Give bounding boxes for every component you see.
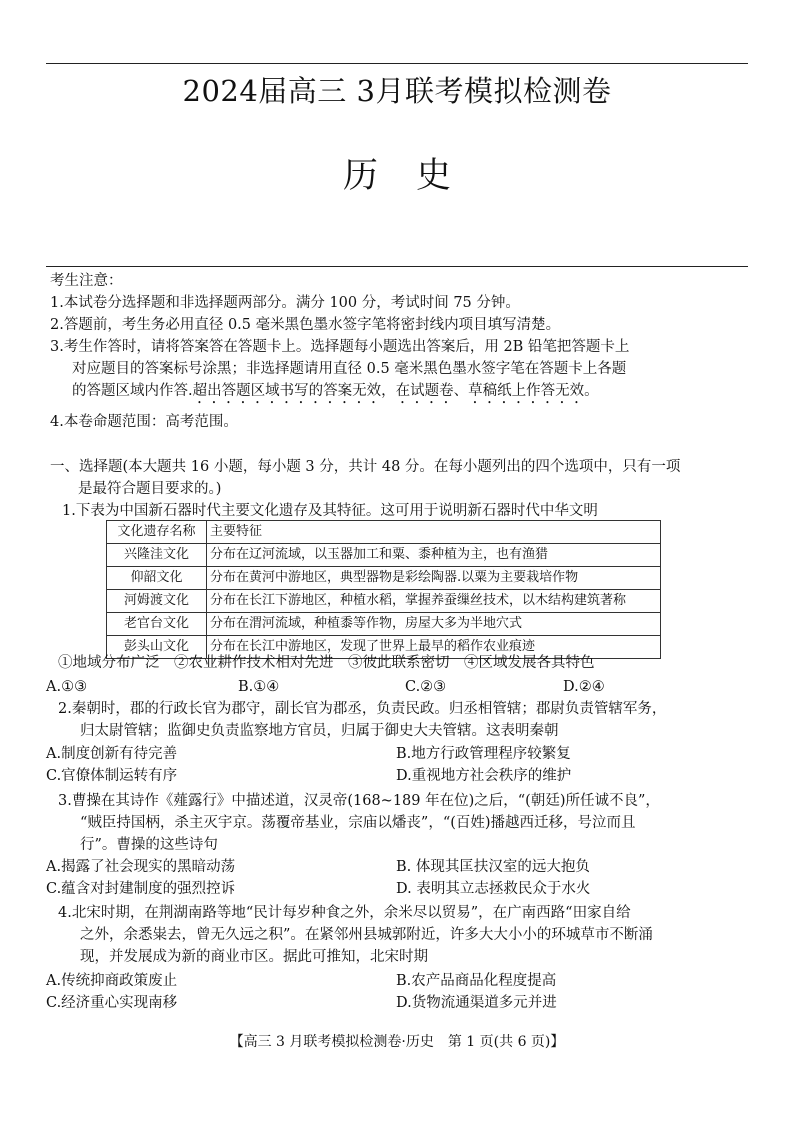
q4-options xyxy=(46,970,746,1014)
option-d: D. 表明其立志拯救民众于水火 xyxy=(396,881,591,897)
table-row xyxy=(107,567,661,590)
q2-options xyxy=(46,743,746,787)
notice-item: 1.本试卷分选择题和非选择题两部分。满分 100 分，考试时间 75 分钟。 xyxy=(50,295,520,311)
section-instruction-cont: 是最符合题目要求的。) xyxy=(78,481,222,497)
options-row xyxy=(46,676,746,698)
table-header-row xyxy=(107,521,661,544)
option-a: A.传统抑商政策废止 xyxy=(46,973,178,989)
options-row xyxy=(46,743,746,765)
q3-options xyxy=(46,856,746,900)
option-c: C.官僚体制运转有序 xyxy=(46,768,178,784)
subject-title: 历史 xyxy=(342,156,489,196)
header-rule xyxy=(46,266,748,267)
table-header: 主要特征 xyxy=(207,521,661,544)
notice-item-cont: 对应题目的答案标号涂黑；非选择题请用直径 0.5 毫米黑色墨水签字笔在答题卡上各题 xyxy=(72,361,627,377)
option-c: C.经济重心实现南移 xyxy=(46,995,178,1011)
table-cell: 河姆渡文化 xyxy=(107,590,207,613)
options-row xyxy=(46,765,746,787)
table-row xyxy=(107,613,661,636)
page-footer: 【高三 3 月联考模拟检测卷·历史 第 1 页(共 6 页)】 xyxy=(229,1034,565,1050)
question-2-stem: 2.秦朝时，郡的行政长官为郡守，副长官为郡丞，负责民政。归丞相管辖；郡尉负责管辖军务， xyxy=(58,701,667,717)
notice-block xyxy=(50,270,750,433)
question-2-stem-cont: 归太尉管辖；监御史负责监察地方官员，归属于御史大夫管辖。这表明秦朝 xyxy=(80,723,559,739)
question-4-stem: 4.北宋时期，在荆湖南路等地“民计每岁种食之外，余米尽以贸易”，在广南西路“田家自给 xyxy=(58,905,631,921)
table-cell: 分布在渭河流域，种植黍等作物，房屋大多为半地穴式 xyxy=(207,613,661,636)
notice-item: 3.考生作答时，请将答案答在答题卡上。选择题每小题选出答案后，用 2B 铅笔把答题卡上 xyxy=(50,339,630,355)
question-3-stem-cont: 行”。曹操的这些诗句 xyxy=(80,837,218,853)
table-cell: 老官台文化 xyxy=(107,613,207,636)
section-instruction: 一、选择题(本大题共 16 小题，每小题 3 分，共计 48 分。在每小题列出的四个选项中，只有一项 xyxy=(50,459,681,475)
q2 xyxy=(58,698,758,742)
q1-statements xyxy=(58,652,758,674)
notice-emphasis: 超出答题区域书写的答案无效，在试题卷、草稿纸上作答无效。 xyxy=(192,383,599,399)
table-row xyxy=(107,590,661,613)
option-d: D.重视地方社会秩序的维护 xyxy=(396,768,572,784)
notice-item-cont-a: 的答题区域内作答. xyxy=(72,383,193,399)
option-a: A.制度创新有待完善 xyxy=(46,746,178,762)
option-d: D.货物流通渠道多元并进 xyxy=(396,995,557,1011)
table-cell: 分布在辽河流域，以玉器加工和粟、黍种植为主，也有渔猎 xyxy=(207,544,661,567)
table-row xyxy=(107,544,661,567)
table-cell: 分布在长江下游地区，种植水稻，掌握养蚕缫丝技术，以木结构建筑著称 xyxy=(207,590,661,613)
top-rule xyxy=(46,63,748,64)
question-3-stem-cont: “贼臣持国柄，杀主灭宇京。荡覆帝基业，宗庙以燔丧”，“(百姓)播越西迁移，号泣而且 xyxy=(80,815,636,831)
option-c: C.蕴含对封建制度的强烈控诉 xyxy=(46,881,236,897)
option-c: C.②③ xyxy=(405,679,447,695)
option-b: B.①④ xyxy=(238,679,280,695)
culture-table xyxy=(106,520,661,659)
options-row xyxy=(46,992,746,1014)
question-3-stem: 3.曹操在其诗作《薤露行》中描述道，汉灵帝(168~189 年在位)之后，“(朝廷)所任诚不良”， xyxy=(58,793,660,809)
q4 xyxy=(58,902,758,968)
section-one-heading xyxy=(50,456,750,500)
notice-item: 2.答题前，考生务必用直径 0.5 毫米黑色墨水签字笔将密封线内项目填写清楚。 xyxy=(50,317,561,333)
table-header: 文化遗存名称 xyxy=(107,521,207,544)
q3 xyxy=(58,790,758,856)
options-row xyxy=(46,856,746,878)
option-b: B.地方行政管理程序较繁复 xyxy=(396,746,571,762)
q1-stem xyxy=(62,500,762,522)
notice-heading: 考生注意： xyxy=(50,273,123,289)
option-a: A.揭露了社会现实的黑暗动荡 xyxy=(46,859,236,875)
table-cell: 分布在黄河中游地区，典型器物是彩绘陶器.以粟为主要栽培作物 xyxy=(207,567,661,590)
table-cell: 仰韶文化 xyxy=(107,567,207,590)
table-cell: 彭头山文化 xyxy=(107,636,207,659)
option-d: D.②④ xyxy=(563,679,605,695)
options-row xyxy=(46,878,746,900)
notice-item-cont xyxy=(50,380,750,407)
question-4-stem-cont: 现，并发展成为新的商业市区。据此可推知，北宋时期 xyxy=(80,949,428,965)
question-4-stem-cont: 之外，余悉粜去，曾无久远之积”。在紧邻州县城郭附近，许多大大小小的环城草市不断涌 xyxy=(80,927,653,943)
options-row xyxy=(46,970,746,992)
option-b: B.农产品商品化程度提高 xyxy=(396,973,557,989)
notice-item: 4.本卷命题范围：高考范围。 xyxy=(50,414,238,430)
table-cell: 兴隆洼文化 xyxy=(107,544,207,567)
table-cell: 分布在长江中游地区，发现了世界上最早的稻作农业痕迹 xyxy=(207,636,661,659)
q1-options xyxy=(46,676,746,698)
question-1-statements: ①地域分布广泛 ②农业耕作技术相对先进 ③彼此联系密切 ④区域发展各具特色 xyxy=(58,655,595,671)
option-a: A.①③ xyxy=(46,679,88,695)
option-b: B. 体现其匡扶汉室的远大抱负 xyxy=(396,859,590,875)
exam-title: 2024届高三 3月联考模拟检测卷 xyxy=(182,74,612,108)
question-1-stem: 1.下表为中国新石器时代主要文化遗存及其特征。这可用于说明新石器时代中华文明 xyxy=(62,503,598,519)
